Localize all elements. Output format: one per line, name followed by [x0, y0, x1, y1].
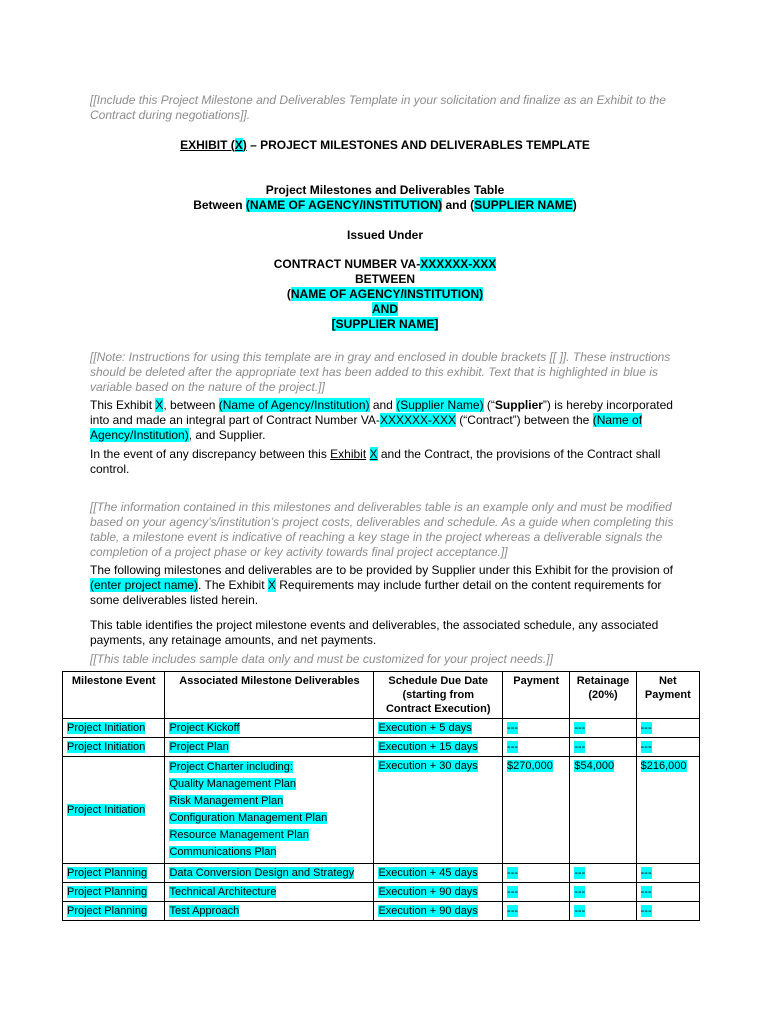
header-due-date: Schedule Due Date (starting from Contract Execution): [374, 672, 503, 719]
milestones-paragraph: [90, 563, 680, 608]
cell-payment: ---: [507, 867, 519, 879]
cell-deliverable: Configuration Management Plan: [169, 812, 328, 824]
cell-retainage: ---: [574, 741, 586, 753]
cell-event: Project Planning: [67, 905, 148, 917]
between-line: [90, 198, 680, 213]
cell-deliverable: Test Approach: [169, 905, 240, 917]
instructions-note: [[Note: Instructions for using this template are in gray and enclosed in double brackets [[ ]]. These instructions should be deleted after the appropriate text has been added to this exhibit. Text that is highlighted in blue is variable based on the nature of the project.]]: [90, 350, 671, 394]
discrepancy-paragraph: [90, 447, 680, 477]
p1-agency: (Name of Agency/Institution): [218, 398, 370, 412]
cell-due: Execution + 30 days: [378, 760, 478, 772]
header-net-payment: Net Payment: [636, 672, 699, 719]
cell-due: Execution + 90 days: [378, 886, 478, 898]
cell-deliverable: Risk Management Plan: [169, 795, 284, 807]
cell-due: Execution + 15 days: [378, 741, 478, 753]
cell-event: Project Initiation: [67, 804, 146, 816]
contract-supplier-name: [SUPPLIER NAME]: [331, 317, 439, 331]
cell-deliverable: Resource Management Plan: [169, 829, 309, 841]
exhibit-rest: – PROJECT MILESTONES AND DELIVERABLES TEMPLATE: [246, 138, 590, 152]
cell-event: Project Initiation: [67, 722, 146, 734]
table-row: [63, 757, 700, 864]
contract-agency: [90, 287, 680, 302]
cell-deliverable: Communications Plan: [169, 846, 277, 858]
p1-t7: , and Supplier.: [188, 428, 266, 442]
cell-net: ---: [640, 867, 652, 879]
contract-number-value: XXXXXX-XXX: [420, 257, 497, 271]
contract-and: [90, 302, 680, 317]
p1-agency2: (Name of Agency/Institution): [90, 413, 643, 442]
cell-deliverable: Data Conversion Design and Strategy: [169, 867, 355, 879]
header-deliverables: Associated Milestone Deliverables: [165, 672, 374, 719]
p3-x: X: [267, 578, 276, 592]
contract-supplier: [90, 317, 680, 332]
sample-data-note: [[This table includes sample data only and must be customized for your project needs.]]: [90, 652, 553, 666]
cell-retainage: ---: [574, 905, 586, 917]
p1-number: XXXXXX-XXX: [379, 413, 456, 427]
cell-payment: $270,000: [507, 760, 553, 772]
contract-prefix: CONTRACT NUMBER VA-: [273, 257, 421, 271]
header-retainage: Retainage (20%): [570, 672, 636, 719]
table-row: [63, 902, 700, 921]
exhibit-suffix: ): [242, 138, 247, 152]
cell-deliverable: Project Charter including:: [169, 761, 293, 773]
cell-net: ---: [640, 905, 652, 917]
table-title: Project Milestones and Deliverables Table: [265, 183, 505, 197]
table-info-note: [[The information contained in this milestones and deliverables table is an example only and must be modified based on your agency’s/institution’s project costs, deliverables and schedule. As a guide when completing this table, a milestone event is indicative of reaching a key stage in the project whereas a deliverable signals the completion of a project phase or key activity towards final project acceptance.]]: [90, 500, 674, 559]
p1-t4: (“: [483, 398, 495, 412]
cell-event: Project Planning: [67, 867, 148, 879]
p2-exhibit: Exhibit: [330, 447, 367, 461]
cell-event: Project Initiation: [67, 741, 146, 753]
p3-t2: . The Exhibit: [198, 578, 268, 592]
and-text: and (: [442, 198, 475, 212]
cell-retainage: ---: [574, 886, 586, 898]
p3-t1: The following milestones and deliverables are to be provided by Supplier under this Exhibit for the provision of: [90, 563, 673, 577]
contract-number: [90, 257, 680, 272]
p2-t3: and the Contract, the provisions of the Contract shall control.: [90, 447, 661, 476]
intro-note: [[Include this Project Milestone and Deliverables Template in your solicitation and finalize as an Exhibit to the Contract during negotiations]].: [90, 93, 666, 122]
cell-due: Execution + 5 days: [378, 722, 472, 734]
cell-net: $216,000: [640, 760, 687, 772]
p1-t6: (“Contract”) between the: [455, 413, 593, 427]
exhibit-x: X: [234, 138, 243, 152]
p1-supplier-bold: Supplier: [494, 398, 543, 412]
p1-t2: , between: [163, 398, 219, 412]
cell-net: ---: [640, 886, 652, 898]
cell-payment: ---: [507, 722, 519, 734]
exhibit-title: [90, 138, 680, 153]
p1-t5: ”) is hereby incorporated into and made an integral part of Contract Number VA-: [90, 398, 673, 427]
contract-agency-name: NAME OF AGENCY/INSTITUTION): [290, 287, 484, 301]
exhibit-prefix: EXHIBIT (: [180, 138, 235, 152]
table-row: [63, 864, 700, 883]
table-description: This table identifies the project milestone events and deliverables, the associated schedule, any associated payments, any retainage amounts, and net payments.: [90, 618, 659, 647]
table-row: [63, 719, 700, 738]
cell-retainage: $54,000: [574, 760, 615, 772]
p1-supplier: (Supplier Name): [396, 398, 484, 412]
issued-under: Issued Under: [346, 228, 424, 242]
p3-project: (enter project name): [90, 578, 199, 592]
p1-t1: This Exhibit: [90, 398, 156, 412]
exhibit-paragraph: [90, 398, 680, 443]
cell-deliverable: Project Plan: [169, 741, 229, 753]
cell-retainage: ---: [574, 867, 586, 879]
cell-event: Project Planning: [67, 886, 148, 898]
between-text: Between: [193, 198, 246, 212]
p1-x: X: [155, 398, 164, 412]
cell-due: Execution + 90 days: [378, 905, 478, 917]
cell-due: Execution + 45 days: [378, 867, 478, 879]
table-row: [63, 883, 700, 902]
agency-name: NAME OF AGENCY/INSTITUTION): [249, 198, 443, 212]
milestones-table: [62, 671, 700, 921]
cell-deliverable: Quality Management Plan: [169, 778, 297, 790]
header-milestone-event: Milestone Event: [63, 672, 165, 719]
cell-net: ---: [640, 741, 652, 753]
contract-agency-open: (: [286, 287, 291, 301]
cell-deliverable: Project Kickoff: [169, 722, 240, 734]
table-row: [63, 738, 700, 757]
p2-x: X: [369, 447, 378, 461]
cell-retainage: ---: [574, 722, 586, 734]
supplier-name: SUPPLIER NAME: [474, 198, 573, 212]
p1-t3: and: [369, 398, 397, 412]
contract-between: BETWEEN: [355, 272, 415, 286]
cell-payment: ---: [507, 905, 519, 917]
cell-deliverable: Technical Architecture: [169, 886, 277, 898]
header-payment: Payment: [503, 672, 570, 719]
p3-t3: Requirements may include further detail on the content requirements for some deliverables listed herein.: [90, 578, 662, 607]
cell-payment: ---: [507, 741, 519, 753]
paren-close: ): [572, 198, 577, 212]
contract-and-text: AND: [372, 302, 398, 316]
cell-net: ---: [640, 722, 652, 734]
p2-t1: In the event of any discrepancy between this: [90, 447, 331, 461]
cell-payment: ---: [507, 886, 519, 898]
paren-open: (: [245, 198, 250, 212]
table-header-row: [63, 672, 700, 719]
